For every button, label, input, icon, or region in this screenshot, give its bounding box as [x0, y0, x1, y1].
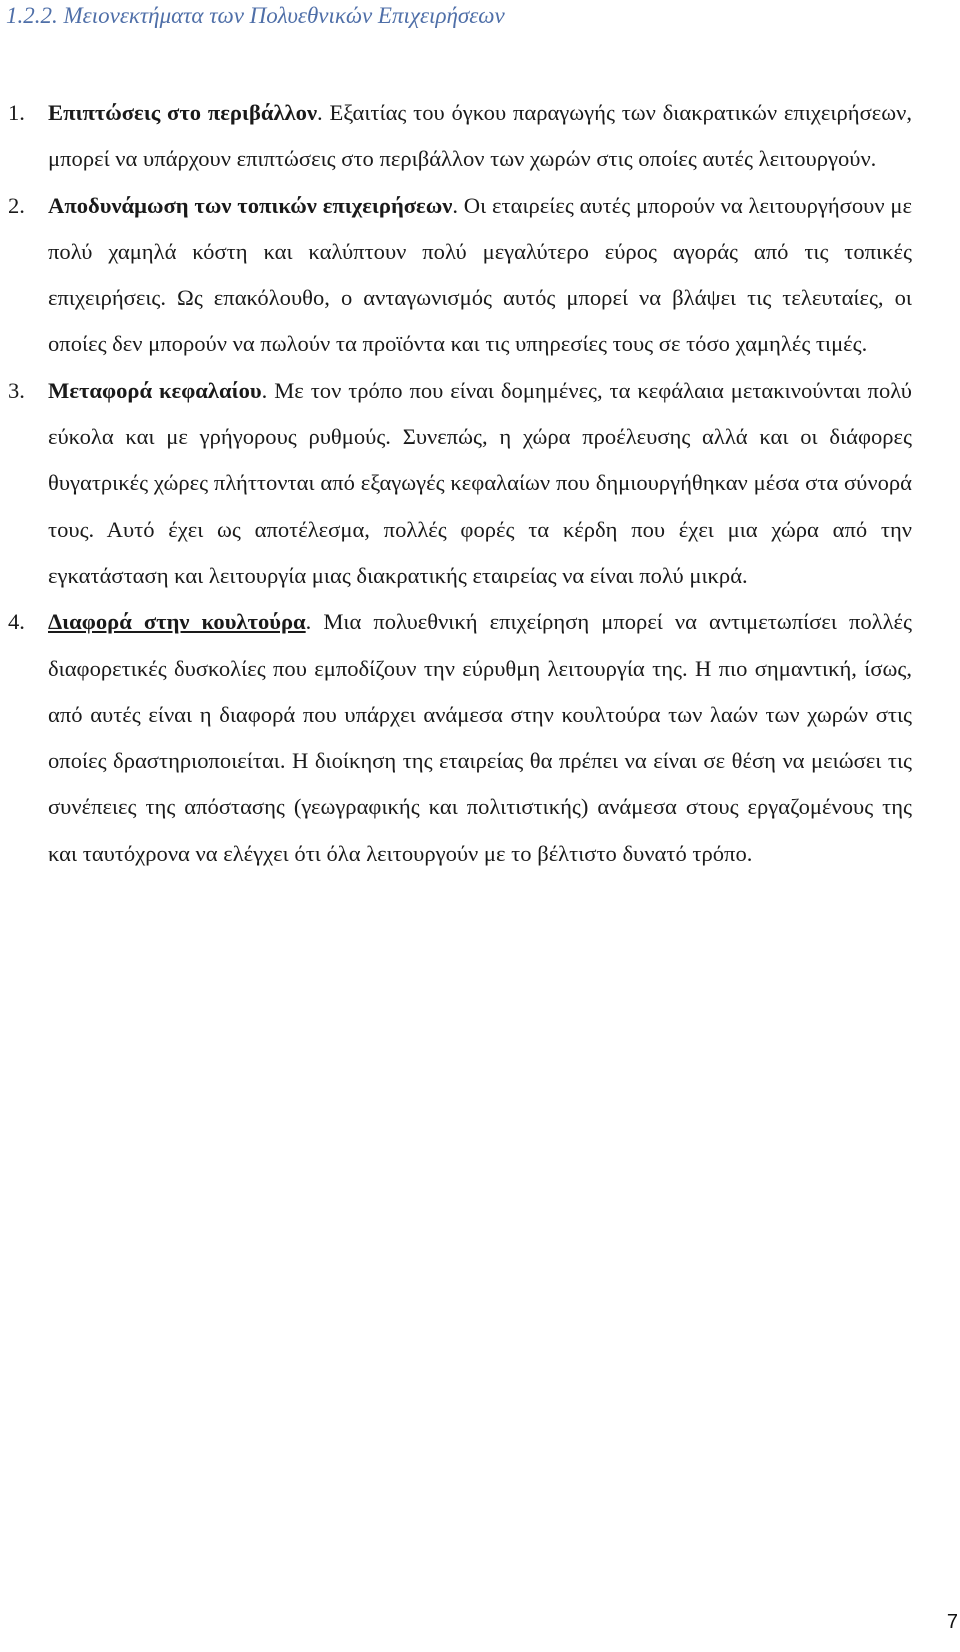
list-item-title: Διαφορά στην κουλτούρα — [48, 609, 306, 635]
list-item-title: Αποδυνάμωση των τοπικών επιχειρήσεων — [48, 192, 453, 218]
list-item-title: Μεταφορά κεφαλαίου — [48, 377, 262, 403]
list-item — [0, 183, 912, 368]
list-item-title: Επιπτώσεις στο περιβάλλον — [48, 100, 318, 125]
disadvantages-list — [0, 90, 960, 877]
list-item-text: . Εξαιτίας του όγκου παραγωγής των διακρατικών επιχειρήσεων, μπορεί να υπάρχουν επιπτώσεις στο περιβάλλον των χωρών στις οποίες αυτές λειτουργούν. — [48, 100, 912, 172]
list-item-text: . Με τον τρόπο που είναι δομημένες, τα κεφάλαια μετακινούνται πολύ εύκολα και με γρήγορους ρυθμούς. Συνεπώς, η χώρα προέλευσης αλλά και οι διάφορες θυγατρικές χώρες πλήττονται από εξαγωγές κεφαλαίων που δημιουργήθηκαν μέσα στα σύνορά τους. Αυτό έχει ως αποτέλεσμα, πολλές φορές τα κέρδη που έχει μια χώρα από την εγκατάσταση και λειτουργία μιας διακρατικής εταιρείας να είναι πολύ μικρά. — [48, 377, 912, 588]
list-item — [0, 368, 912, 599]
section-heading: 1.2.2. Μειονεκτήματα των Πολυεθνικών Επιχειρήσεων — [6, 3, 505, 28]
list-item-number: 3. — [8, 377, 25, 403]
list-item-number: 2. — [8, 192, 25, 218]
list-item-text: . Μια πολυεθνική επιχείρηση μπορεί να αντιμετωπίσει πολλές διαφορετικές δυσκολίες που εμποδίζουν την εύρυθμη λειτουργία της. Η πιο σημαντική, ίσως, από αυτές είναι η διαφορά που υπάρχει ανάμεσα στην κουλτούρα των λαών των χωρών στις οποίες δραστηριοποιείται. Η διοίκηση της εταιρείας θα πρέπει να είναι σε θέση να μειώσει τις συνέπειες της απόστασης (γεωγραφικής και πολιτιστικής) ανάμεσα στους εργαζομένους της και ταυτόχρονα να ελέγχει ότι όλα λειτουργούν με το βέλτιστο δυνατό τρόπο. — [48, 609, 912, 866]
list-item-number: 4. — [8, 609, 25, 635]
page-number: 7 — [946, 1611, 958, 1633]
list-item — [0, 599, 912, 877]
list-item — [0, 90, 912, 183]
list-item-text: . Οι εταιρείες αυτές μπορούν να λειτουργήσουν με πολύ χαμηλά κόστη και καλύπτουν πολύ μεγαλύτερο εύρος αγοράς από τις τοπικές επιχειρήσεις. Ως επακόλουθο, ο ανταγωνισμός αυτός μπορεί να βλάψει τις τελευταίες, οι οποίες δεν μπορούν να πωλούν τα προϊόντα και τις υπηρεσίες τους σε τόσο χαμηλές τιμές. — [48, 192, 912, 357]
list-item-number: 1. — [8, 100, 25, 125]
